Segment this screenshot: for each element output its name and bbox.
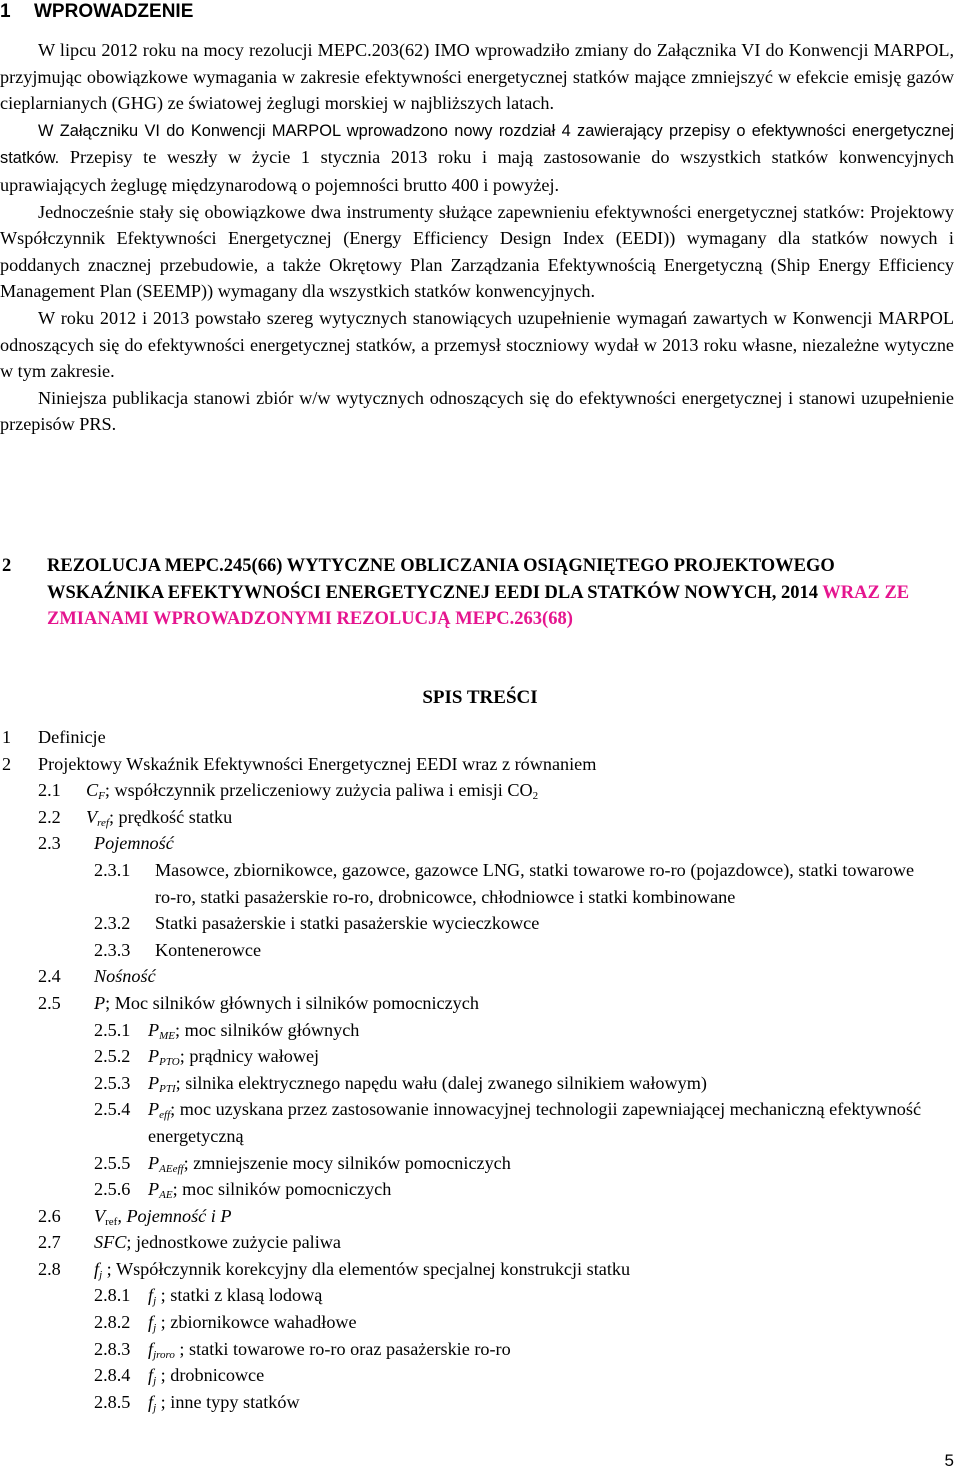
intro-paragraph-3: Jednocześnie stały się obowiązkowe dwa instrumenty służące zapewnieniu efektywności energetycznej statków: Projektowy Współczynnik Efektywności Energetycznej (Energy Efficiency Design Index (EEDI)) wymagany dla statków nowych i poddanych znacznej przebudowie, a także Okrętowy Plan Zarządzania Efektywnością Energetyczną (Ship Energy Efficiency Management Plan (SEEMP)) wymagany dla wszystkich statków konwencyjnych. <box>0 201 954 302</box>
intro-paragraph-4: W roku 2012 i 2013 powstało szereg wytycznych stanowiących uzupełnienie wymagań zawartych w Konwencji MARPOL odnoszących się do efektywności energetycznej statków, a przemysł stoczniowy wydał w 2013 roku własne, niezależne wytyczne w tym zakresie. <box>0 307 954 382</box>
toc-item-2-5-5[interactable]: 2.5.5 $P_{AEeff}$; zmniejszenie mocy silników pomocniczych <box>94 1152 511 1175</box>
section-number: 2 <box>2 556 12 576</box>
toc-item-2-8-1[interactable]: 2.8.1 $f_j$ ; statki z klasą lodową <box>94 1285 323 1308</box>
toc-item-2-5[interactable]: 2.5 P; Moc silników głównych i silników pomocniczych <box>38 992 479 1013</box>
section-title <box>47 553 954 633</box>
intro-paragraph-2-part-b: Przepisy te weszły w życie 1 stycznia 2013 roku i mają zastosowanie do wszystkich statków konwencyjnych uprawiających żeglugę międzynarodową o pojemności brutto 400 i powyżej. <box>0 147 954 195</box>
toc-item-2-3-2[interactable]: 2.3.2 Statki pasażerskie i statki pasażerskie wycieczkowce <box>94 913 540 934</box>
toc-item-2-8[interactable]: 2.8 $f_j$ ; Współczynnik korekcyjny dla elementów specjalnej konstrukcji statku <box>38 1258 631 1281</box>
toc-item-2-8-4[interactable]: 2.8.4 $f_j$ ; drobnicowce <box>94 1365 265 1388</box>
section-heading-2 <box>0 553 954 633</box>
intro-paragraph-1: W lipcu 2012 roku na mocy rezolucji MEPC.203(62) IMO wprowadziło zmiany do Załącznika VI do Konwencji MARPOL, przyjmując obowiązkowe wymagania w zakresie efektywności energetycznej statków mające zmniejszyć w efekcie emisję gazów cieplarnianych (GHG) ze światowej żeglugi morskiej w najbliższych latach. <box>0 40 954 114</box>
toc-item-2-2[interactable]: 2.2 $V_{ref}$; prędkość statku <box>38 806 233 829</box>
page-number: 5 <box>944 1451 954 1470</box>
toc-item-2-8-3[interactable]: 2.8.3 $f_{jroro}$ ; statki towarowe ro-ro oraz pasażerskie ro-ro <box>94 1338 511 1361</box>
toc-item-2-3-3[interactable]: 2.3.3 Kontenerowce <box>94 939 262 960</box>
intro-paragraph-2-part-a: W Załączniku VI do Konwencji MARPOL wprowadzono nowy rozdział 4 zawierający przepisy o efektywności energetycznej statków. <box>0 121 954 168</box>
toc-item-2-5-1[interactable]: 2.5.1 $P_{ME}$; moc silników głównych <box>94 1019 360 1042</box>
section-heading-1 <box>0 0 193 24</box>
toc-item-2-8-5[interactable]: 2.8.5 $f_j$ ; inne typy statków <box>94 1391 300 1414</box>
toc-title: SPIS TREŚCI <box>422 687 538 708</box>
toc-item-2-4[interactable]: 2.4 Nośność <box>38 966 156 987</box>
toc-item-2-5-3[interactable]: 2.5.3 $P_{PTI}$; silnika elektrycznego napędu wału (dalej zwanego silnikiem wałowym) <box>94 1072 707 1095</box>
introduction-text <box>0 37 954 438</box>
toc-item-2-3-1[interactable]: 2.3.1 Masowce, zbiornikowce, gazowce, gazowce LNG, statki towarowe ro-ro (pojazdowce), statki towarowe ro-ro, statki pasażerskie ro-ro, drobnicowce, chłodniowce i statki kombinowane <box>94 859 915 907</box>
section-number: 1 <box>0 1 11 22</box>
section-title-main: REZOLUCJA MEPC.245(66) WYTYCZNE OBLICZANIA OSIĄGNIĘTEGO PROJEKTOWEGO WSKAŹNIKA EFEKTYWNOŚCI ENERGETYCZNEJ EEDI DLA STATKÓW NOWYCH, 2014 <box>47 556 835 603</box>
toc-item-2-3[interactable]: 2.3 Pojemność <box>38 833 174 854</box>
toc-item-2-5-2[interactable]: 2.5.2 $P_{PTO}$; prądnicy wałowej <box>94 1046 320 1069</box>
intro-paragraph-5: Niniejsza publikacja stanowi zbiór w/w wytycznych odnoszących się do efektywności energetycznej i stanowi uzupełnienie przepisów PRS. <box>0 387 954 435</box>
section-title: WPROWADZENIE <box>34 1 194 22</box>
toc-item-2-6[interactable]: 2.6 $V_{ref}$, Pojemność i P <box>38 1205 232 1228</box>
toc-item-2[interactable]: 2 Projektowy Wskaźnik Efektywności Energetycznej EEDI wraz z równaniem <box>2 753 597 774</box>
table-of-contents <box>0 724 960 1415</box>
toc-item-2-1[interactable]: 2.1 $C_F$; współczynnik przeliczeniowy zużycia paliwa i emisji $CO_2$ <box>38 780 539 803</box>
section-title-amendment: WRAZ ZE ZMIANAMI WPROWADZONYMI REZOLUCJĄ MEPC.263(68) <box>47 582 910 630</box>
toc-item-2-5-4[interactable]: 2.5.4 $P_{eff}$; moc uzyskana przez zastosowanie innowacyjnej technologii zapewniającej mechaniczną efektywność energetyczną <box>94 1099 922 1146</box>
toc-item-2-5-6[interactable]: 2.5.6 $P_{AE}$; moc silników pomocniczych <box>94 1179 392 1202</box>
intro-paragraph-2 <box>0 117 954 199</box>
toc-item-1[interactable]: 1 Definicje <box>2 727 106 747</box>
toc-item-2-8-2[interactable]: 2.8.2 $f_j$ ; zbiornikowce wahadłowe <box>94 1312 357 1335</box>
toc-item-2-7[interactable]: 2.7 SFC; jednostkowe zużycie paliwa <box>38 1232 341 1253</box>
